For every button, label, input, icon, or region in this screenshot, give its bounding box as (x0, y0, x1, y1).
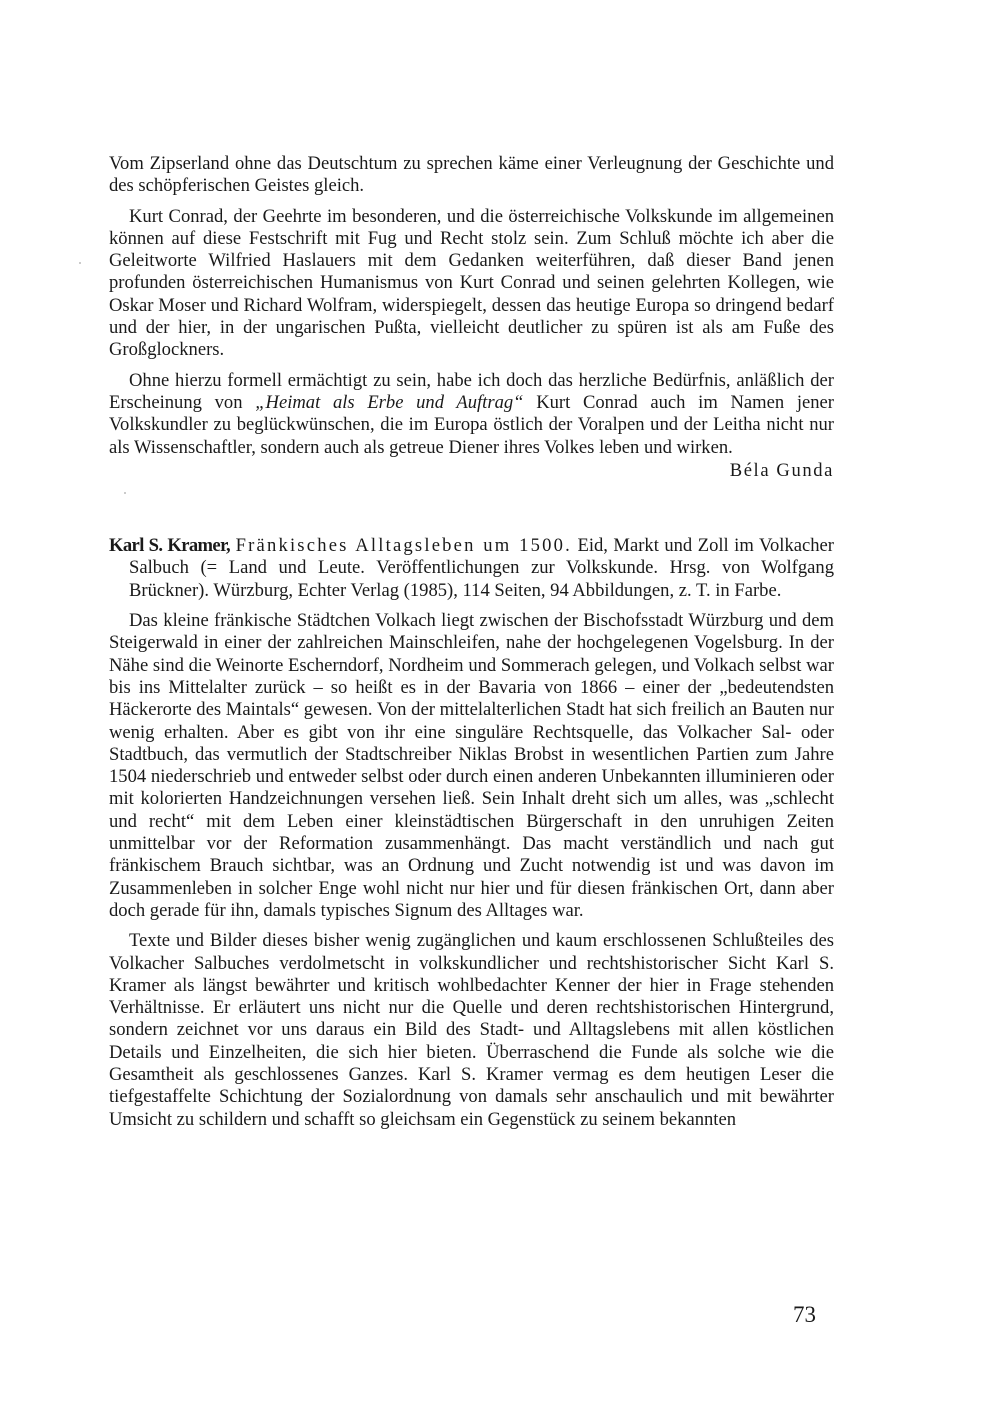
paragraph-congratulations (109, 370, 834, 459)
paragraph-texte-bilder: Texte und Bilder dieses bisher wenig zugänglichen und kaum erschlossenen Schlußteiles des Volkacher Salbuches verdolmetscht in volkskundlicher und rechtshistorischer Sicht Karl S. Kramer als längst bewährter und kritisch wohlbedachter Kenner der hier in Frage stehenden Verhältnisse. Er erläutert uns nicht nur die Quelle und deren rechtshistorischen Hintergrund, sondern zeichnet vor uns daraus ein Bild des Stadt- und Alltagslebens mit allen köstlichen Details und Einzelheiten, die sich hier bieten. Überraschend die Funde als solche wie die Gesamtheit als geschlossenes Ganzes. Karl S. Kramer vermag es dem heutigen Leser die tiefgestaffelte Schichtung der Sozialordnung von damals sehr anschaulich und mit bewährter Umsicht zu schildern und schafft so gleichsam ein Gegenstück zu seinem bekannten (109, 930, 834, 1130)
review-author: Karl S. Kramer, (109, 535, 231, 557)
page-body (109, 153, 834, 1131)
paragraph-text: Kurt Conrad auch im Namen jener Volkskundler zu beglückwünschen, die im Europa östlich der Voralpen und der Leitha nicht nur als Wissenschaftler, sondern auch als getreue Diener ihres Volkes leben und wirken. (109, 391, 834, 458)
review-book-title: Fränkisches Alltagsleben um 1500. (235, 535, 572, 557)
paragraph-text: Ohne hierzu formell ermächtigt zu sein, habe ich doch das herzliche Bedürfnis, anläßlich der Erscheinung von (109, 369, 834, 413)
book-title-italic: „Heimat als Erbe und Auftrag“ (255, 391, 524, 413)
paragraph-volkach: Das kleine fränkische Städtchen Volkach liegt zwischen der Bischofsstadt Würzburg und dem Steigerwald in einer der zahlreichen Mainschleifen, nahe der hochgelegenen Vogelsburg. In der Nähe sind die Weinorte Escherndorf, Nordheim und Sommerach gelegen, und Volkach selbst war bis ins Mittelalter zurück – so heißt es in der Bavaria von 1866 – einer der „bedeutendsten Häckerorte des Maintals“ gewesen. Von der mittelalterlichen Stadt hat sich freilich an Bauten nur wenig erhalten. Aber es gibt von ihr eine singuläre Rechtsquelle, das Volkacher Sal- oder Stadtbuch, das vermutlich der Stadtschreiber Niklas Brobst in wesentlichen Partien zum Jahre 1504 niederschrieb und entweder selbst oder durch einen anderen Unbekannten illuminieren oder mit kolorierten Handzeichnungen versehen ließ. Sein Inhalt dreht sich um alles, was „schlecht und recht“ mit dem Leben einer kleinstädtischen Bürgerschaft in den unruhigen Zeiten unmittelbar vor der Reformation zusammenhängt. Das macht verständlich und nach gut fränkischem Brauch sichtbar, was an Ordnung und Zucht notwendig ist und was davon im Zusammenleben in solcher Enge wohl nicht nur hier und für diesen fränkischen Ort, dann aber doch gerade für ihn, damals typisches Signum des Alltages war. (109, 610, 834, 921)
page-number: 73 (793, 1302, 816, 1327)
scan-speck (79, 262, 81, 264)
paragraph-conrad: Kurt Conrad, der Geehrte im besonderen, und die österreichische Volkskunde im allgemeinen können auf diese Festschrift mit Fug und Recht stolz sein. Zum Schluß möchte ich aber die Geleitworte Wilfried Haslauers mit dem Gedanken weiterführen, daß dieser Band jenen profunden österreichischen Humanismus von Kurt Conrad und seinen gelehrten Kollegen, wie Oskar Moser und Richard Wolfram, widerspiegelt, dessen das heutige Europa so dringend bedarf und der hier, in der ungarischen Pußta, vielleicht deutlicher zu spüren ist als am Fuße des Großglockners. (109, 205, 834, 361)
review-citation-details: Eid, Markt und Zoll im Volkacher Salbuch (= Land und Leute. Veröffentlichungen zur Volkskunde. Hrsg. von Wolfgang Brückner). Würzburg, Echter Verlag (1985), 114 Seiten, 94 Abbildungen, z. T. in Farbe. (129, 535, 834, 601)
review-citation (109, 535, 834, 602)
paragraph-zipserland: Vom Zipserland ohne das Deutschtum zu sprechen käme einer Verleugnung der Geschichte und des schöpferischen Geistes gleich. (109, 153, 834, 197)
reviewer-signature: Béla Gunda (729, 459, 834, 481)
